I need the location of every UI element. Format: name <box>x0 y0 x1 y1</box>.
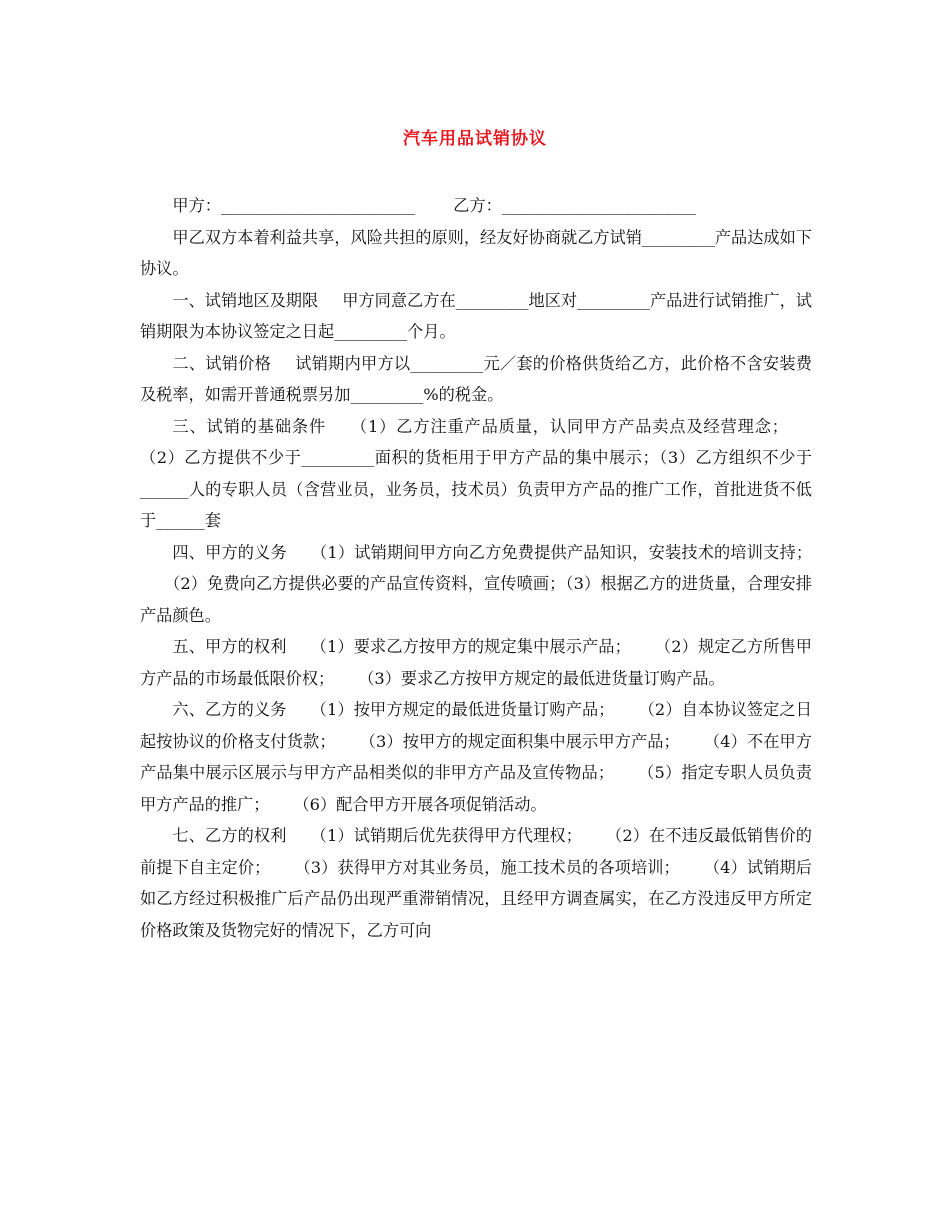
section-7-item-3: （3）获得甲方对其业务员，施工技术员的各项培训； <box>294 857 680 877</box>
document-title: 汽车用品试销协议 <box>403 129 547 149</box>
section-2 <box>140 348 812 411</box>
section-5 <box>140 631 812 694</box>
section-3-item-3: （3）乙方组织不少于______人的专职人员（含营业员，业务员，技术员）负责甲方产品的推广工作，首批进货不低于______套 <box>140 448 812 530</box>
section-4-item-1: （1）试销期间甲方向乙方免费提供产品知识，安装技术的培训支持； <box>310 542 813 562</box>
section-1 <box>140 285 812 348</box>
section-3 <box>140 411 812 537</box>
section-6-item-6: （6）配合甲方开展各项促销活动。 <box>293 794 547 814</box>
party-a: 甲方：________________________ <box>172 196 416 215</box>
section-3-item-2: （2）乙方提供不少于_________面积的货柜用于甲方产品的集中展示； <box>140 448 659 467</box>
section-5-heading: 五、甲方的权利 <box>172 637 287 656</box>
section-4 <box>140 537 812 632</box>
section-3-item-1: （1）乙方注重产品质量，认同甲方产品卖点及经营理念； <box>350 416 788 436</box>
section-7-item-2: （2）在不违反最低销售价的前提下自主定价； <box>140 826 812 877</box>
section-1-heading: 一、试销地区及期限 <box>172 290 319 310</box>
section-6-item-2: （2）自本协议签定之日起按协议的价格支付货款； <box>140 700 812 751</box>
section-6-item-5: （5）指定专职人员负责甲方产品的推广； <box>140 763 812 814</box>
section-5-item-1: （1）要求乙方按甲方的规定集中展示产品； <box>310 637 631 656</box>
section-6 <box>140 694 812 820</box>
section-2-heading: 二、试销价格 <box>172 353 272 373</box>
document-body <box>140 190 812 946</box>
section-4-item-3: （3）根据乙方的进货量，合理安排产品颜色。 <box>140 574 812 625</box>
intro-paragraph: 甲乙双方本着利益共享，风险共担的原则，经友好协商就乙方试销_________产品达成如下协议。 <box>140 227 812 278</box>
section-5-item-3: （3）要求乙方按甲方规定的最低进货量订购产品。 <box>358 668 725 688</box>
section-2-text: 试销期内甲方以_________元／套的价格供货给乙方，此价格不含安装费及税率，如需开普通税票另加_________%的税金。 <box>140 353 812 404</box>
section-6-item-4: （4）不在甲方产品集中展示区展示与甲方产品相类似的非甲方产品及宣传物品； <box>140 731 812 782</box>
section-7-item-4: （4）试销期后如乙方经过积极推广后产品仍出现严重滞销情况，且经甲方调查属实，在乙方没违反甲方所定价格政策及货物完好的情况下，乙方可向 <box>140 857 812 940</box>
party-b: 乙方：________________________ <box>453 196 697 215</box>
section-7-heading: 七、乙方的权利 <box>172 826 287 845</box>
section-6-item-3: （3）按甲方的规定面积集中展示甲方产品； <box>359 731 680 751</box>
section-4-item-2: （2）免费向乙方提供必要的产品宣传资料，宣传喷画； <box>164 574 566 593</box>
section-7-item-1: （1）试销期后优先获得甲方代理权； <box>310 826 582 845</box>
section-6-heading: 六、乙方的义务 <box>172 700 287 719</box>
parties-line <box>140 190 812 222</box>
section-5-item-2: （2）规定乙方所售甲方产品的市场最低限价权； <box>140 637 812 688</box>
section-6-item-1: （1）按甲方规定的最低进货量订购产品； <box>310 700 615 719</box>
section-7 <box>140 820 812 946</box>
section-4-heading: 四、甲方的义务 <box>172 542 287 562</box>
section-1-text: 甲方同意乙方在_________地区对_________产品进行试销推广，试销期限为本协议签定之日起_________个月。 <box>140 290 812 341</box>
section-3-heading: 三、试销的基础条件 <box>172 416 327 436</box>
